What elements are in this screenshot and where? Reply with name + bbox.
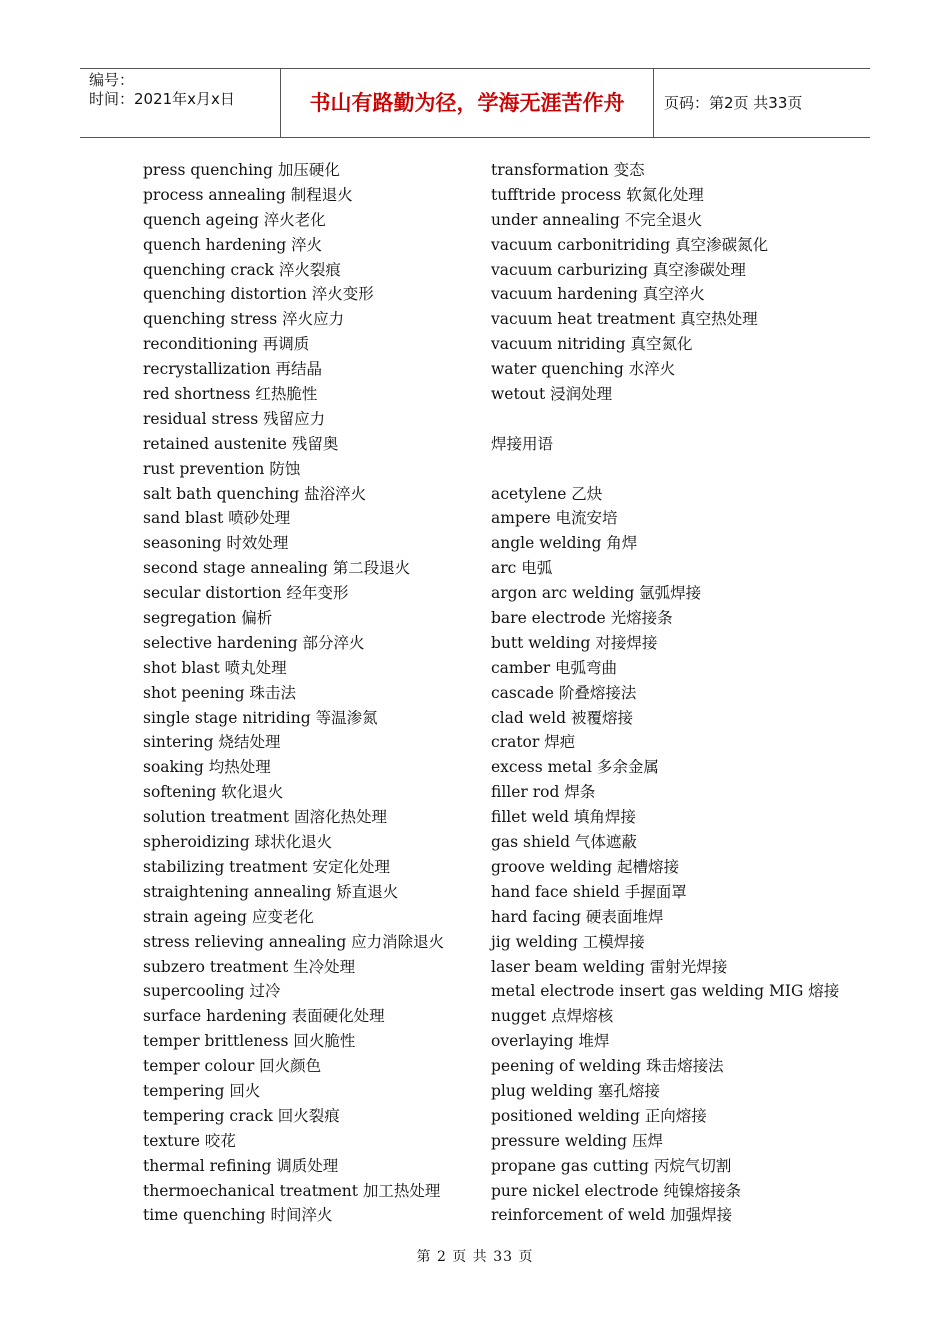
term-entry: reconditioning 再调质 <box>143 335 310 354</box>
term-entry: recrystallization 再结晶 <box>143 360 323 379</box>
term-entry: quench ageing 淬火老化 <box>143 210 326 229</box>
term-entry: overlaying 堆焊 <box>491 1032 610 1051</box>
term-entry: excess metal 多余金属 <box>491 758 659 777</box>
term-entry: secular distortion 经年变形 <box>143 584 349 603</box>
term-entry: quenching stress 淬火应力 <box>143 310 345 329</box>
term-entry: metal electrode insert gas welding MIG 熔接 <box>491 982 840 1001</box>
term-entry: clad weld 被覆熔接 <box>491 708 633 727</box>
term-entry: salt bath quenching 盐浴淬火 <box>143 484 367 503</box>
term-entry: bare electrode 光熔接条 <box>491 609 673 628</box>
term-entry: solution treatment 固溶化热处理 <box>143 808 387 827</box>
term-entry: residual stress 残留应力 <box>143 409 326 428</box>
term-entry: tempering 回火 <box>143 1081 261 1100</box>
term-entry: vacuum nitriding 真空氮化 <box>491 335 693 354</box>
term-entry: reinforcement of weld 加强焊接 <box>491 1206 733 1225</box>
term-entry: quenching crack 淬火裂痕 <box>143 260 341 279</box>
term-entry: vacuum carburizing 真空渗碳处理 <box>491 260 746 279</box>
term-entry: nugget 点焊熔核 <box>491 1007 614 1026</box>
term-entry: spheroidizing 球状化退火 <box>143 833 333 852</box>
term-entry: laser beam welding 雷射光焊接 <box>491 957 728 976</box>
term-entry: angle welding 角焊 <box>491 534 638 553</box>
term-entry: plug welding 塞孔熔接 <box>491 1081 660 1100</box>
term-entry: crator 焊疤 <box>491 733 576 752</box>
term-entry: groove welding 起槽熔接 <box>491 857 679 876</box>
term-entry: filler rod 焊条 <box>491 783 596 802</box>
term-entry: camber 电弧弯曲 <box>491 658 618 677</box>
term-entry: shot peening 珠击法 <box>143 683 296 702</box>
number-label: 编号： <box>89 71 135 89</box>
term-entry: press quenching 加压硬化 <box>143 161 340 179</box>
term-entry: stabilizing treatment 安定化处理 <box>143 857 390 876</box>
header-page-info: 页码：第2页 共33页 <box>664 94 803 112</box>
header-motto: 书山有路勤为径，学海无涯苦作舟 <box>281 69 654 137</box>
term-entry: subzero treatment 生冷处理 <box>143 957 356 976</box>
term-entry: water quenching 水淬火 <box>491 360 676 379</box>
term-entry: process annealing 制程退火 <box>143 185 353 204</box>
page-footer: 第 2 页 共 33 页 <box>416 1249 534 1265</box>
term-entry: argon arc welding 氩弧焊接 <box>491 584 702 603</box>
term-entry: hard facing 硬表面堆焊 <box>491 907 664 926</box>
term-entry: 焊接用语 <box>491 434 554 453</box>
term-entry: pressure welding 压焊 <box>491 1131 664 1150</box>
term-entry: propane gas cutting 丙烷气切割 <box>491 1156 732 1175</box>
term-entry: under annealing 不完全退火 <box>491 210 703 229</box>
term-entry: positioned welding 正向熔接 <box>491 1106 707 1125</box>
term-entry: vacuum carbonitriding 真空渗碳氮化 <box>491 235 769 254</box>
term-entry: sand blast 喷砂处理 <box>143 509 291 528</box>
header-meta <box>80 69 281 137</box>
term-entry: softening 软化退火 <box>143 783 284 802</box>
term-entry: single stage nitriding 等温渗氮 <box>143 708 378 727</box>
term-entry <box>491 457 861 482</box>
term-entry: strain ageing 应变老化 <box>143 907 314 926</box>
term-entry: sintering 烧结处理 <box>143 733 281 752</box>
time-label: 时间：2021年x月x日 <box>89 90 235 108</box>
term-entry: vacuum heat treatment 真空热处理 <box>491 310 758 329</box>
term-entry: vacuum hardening 真空淬火 <box>491 285 705 304</box>
term-entry: supercooling 过冷 <box>143 982 281 1001</box>
term-entry: tempering crack 回火裂痕 <box>143 1106 340 1125</box>
term-entry: shot blast 喷丸处理 <box>143 658 287 677</box>
term-entry: butt welding 对接焊接 <box>491 633 658 652</box>
term-entry: thermal refining 调质处理 <box>143 1156 339 1175</box>
term-entry: seasoning 时效处理 <box>143 534 289 553</box>
term-entry: stress relieving annealing 应力消除退火 <box>143 932 445 951</box>
term-entry: transformation 变态 <box>491 161 645 179</box>
term-entry: second stage annealing 第二段退火 <box>143 559 411 578</box>
term-entry: pure nickel electrode 纯镍熔接条 <box>491 1181 741 1200</box>
term-entry: fillet weld 填角焊接 <box>491 808 636 827</box>
term-entry <box>491 407 861 432</box>
term-entry: peening of welding 珠击熔接法 <box>491 1057 724 1076</box>
term-entry: jig welding 工模焊接 <box>491 932 645 951</box>
term-entry: quenching distortion 淬火变形 <box>143 285 374 304</box>
page-header <box>80 68 870 138</box>
term-entry: segregation 偏析 <box>143 609 273 628</box>
term-entry: texture 咬花 <box>143 1131 236 1150</box>
right-term-column <box>491 158 861 1228</box>
term-entry: ampere 电流安培 <box>491 509 618 528</box>
term-entry: time quenching 时间淬火 <box>143 1206 333 1225</box>
left-term-column <box>143 158 483 1228</box>
term-entry: hand face shield 手握面罩 <box>491 882 687 901</box>
term-entry: temper brittleness 回火脆性 <box>143 1032 356 1051</box>
term-entry: arc 电弧 <box>491 559 553 578</box>
term-entry: retained austenite 残留奥 <box>143 434 339 453</box>
term-entry: rust prevention 防蚀 <box>143 459 301 478</box>
term-entry: temper colour 回火颜色 <box>143 1057 322 1076</box>
term-entry: wetout 浸润处理 <box>491 385 613 404</box>
term-entry: tufftride process 软氮化处理 <box>491 185 704 204</box>
term-entry: surface hardening 表面硬化处理 <box>143 1007 385 1026</box>
term-entry: cascade 阶叠熔接法 <box>491 683 637 702</box>
term-entry: thermoechanical treatment 加工热处理 <box>143 1181 441 1200</box>
term-entry: selective hardening 部分淬火 <box>143 633 365 652</box>
term-entry: gas shield 气体遮蔽 <box>491 833 637 852</box>
term-entry: red shortness 红热脆性 <box>143 385 318 404</box>
term-entry: quench hardening 淬火 <box>143 235 323 254</box>
term-entry: straightening annealing 矫直退火 <box>143 882 399 901</box>
term-entry: soaking 均热处理 <box>143 758 271 777</box>
term-entry: acetylene 乙炔 <box>491 484 603 503</box>
